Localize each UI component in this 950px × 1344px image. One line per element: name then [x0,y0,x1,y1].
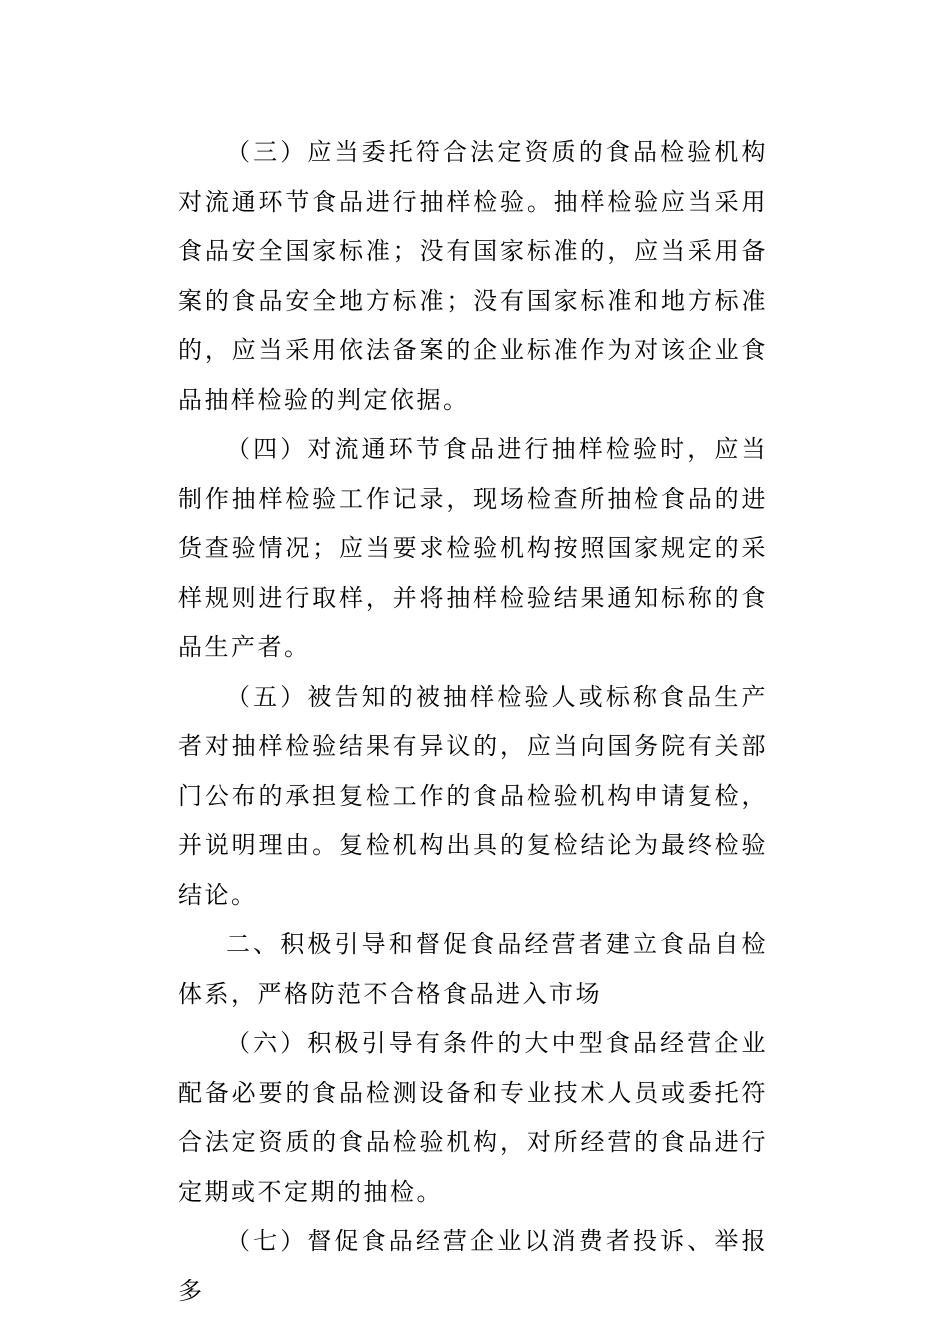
paragraph-item-3: （三）应当委托符合法定资质的食品检验机构对流通环节食品进行抽样检验。抽样检验应当采用食品安全国家标准；没有国家标准的，应当采用备案的食品安全地方标准；没有国家标准和地方标准的，应当采用依法备案的企业标准作为对该企业食品抽样检验的判定依据。 [178,138,768,414]
paragraph-item-6: （六）积极引导有条件的大中型食品经营企业配备必要的食品检测设备和专业技术人员或委托符合法定资质的食品检验机构，对所经营的食品进行定期或不定期的抽检。 [178,1029,768,1206]
paragraph-item-7: （七）督促食品经营企业以消费者投诉、举报多 [178,1227,768,1305]
section-heading-2: 二、积极引导和督促食品经营者建立食品自检体系，严格防范不合格食品进入市场 [178,930,768,1008]
paragraph-item-4: （四）对流通环节食品进行抽样检验时，应当制作抽样检验工作记录，现场检查所抽检食品的进货查验情况；应当要求检验机构按照国家规定的采样规则进行取样，并将抽样检验结果通知标称的食品生产者。 [178,435,768,661]
paragraph-item-5: （五）被告知的被抽样检验人或标称食品生产者对抽样检验结果有异议的，应当向国务院有关部门公布的承担复检工作的食品检验机构申请复检，并说明理由。复检机构出具的复检结论为最终检验结论。 [178,682,768,909]
document-body [178,128,768,1316]
